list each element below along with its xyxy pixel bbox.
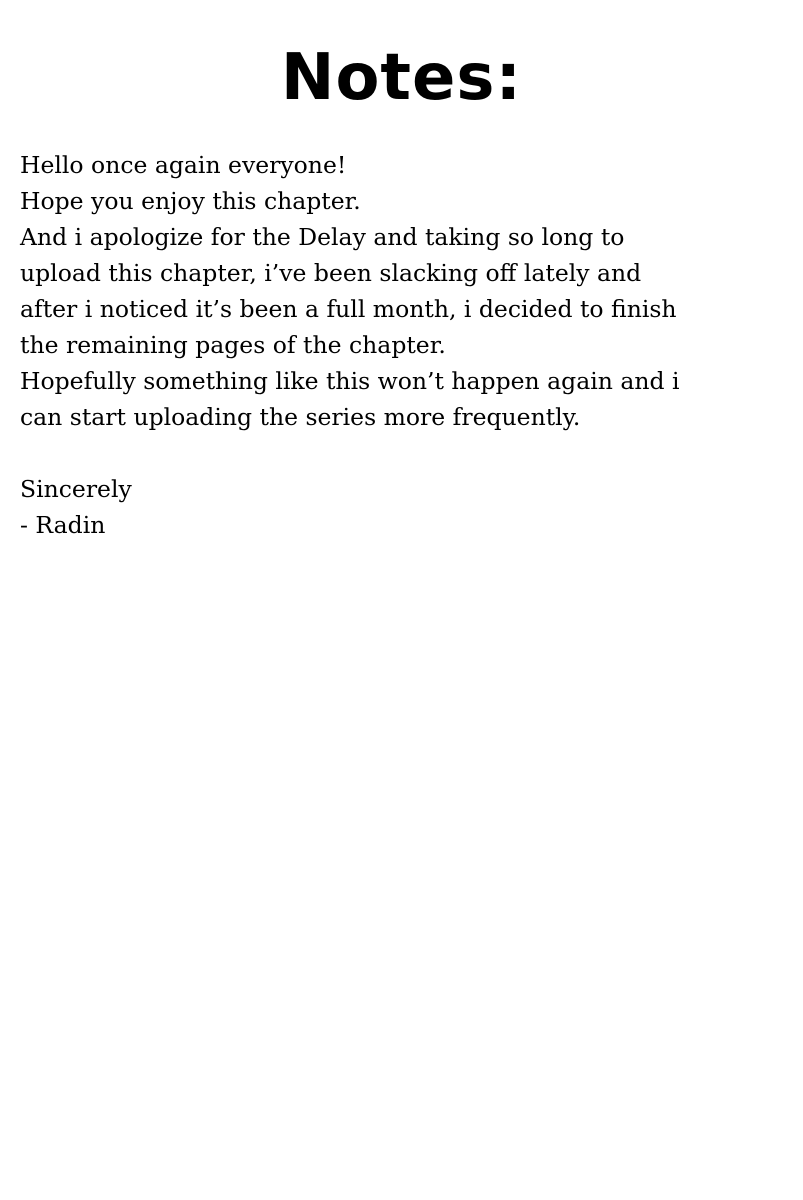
note-line: Hopefully something like this won’t happen again and i bbox=[20, 367, 680, 395]
note-line: Hope you enjoy this chapter. bbox=[20, 187, 361, 215]
note-line: Hello once again everyone! bbox=[20, 151, 347, 179]
note-line: the remaining pages of the chapter. bbox=[20, 331, 446, 359]
paragraph-spacer bbox=[20, 435, 790, 471]
note-line: And i apologize for the Delay and taking so long to bbox=[20, 223, 625, 251]
signature-text: - Radin bbox=[20, 511, 106, 539]
note-line: upload this chapter, i’ve been slacking off lately and bbox=[20, 259, 642, 287]
page-title: Notes: bbox=[280, 41, 523, 115]
notes-body bbox=[20, 147, 790, 543]
note-line: after i noticed it’s been a full month, i decided to finish bbox=[20, 295, 677, 323]
note-line: can start uploading the series more frequently. bbox=[20, 403, 581, 431]
closing-text: Sincerely bbox=[20, 475, 132, 503]
